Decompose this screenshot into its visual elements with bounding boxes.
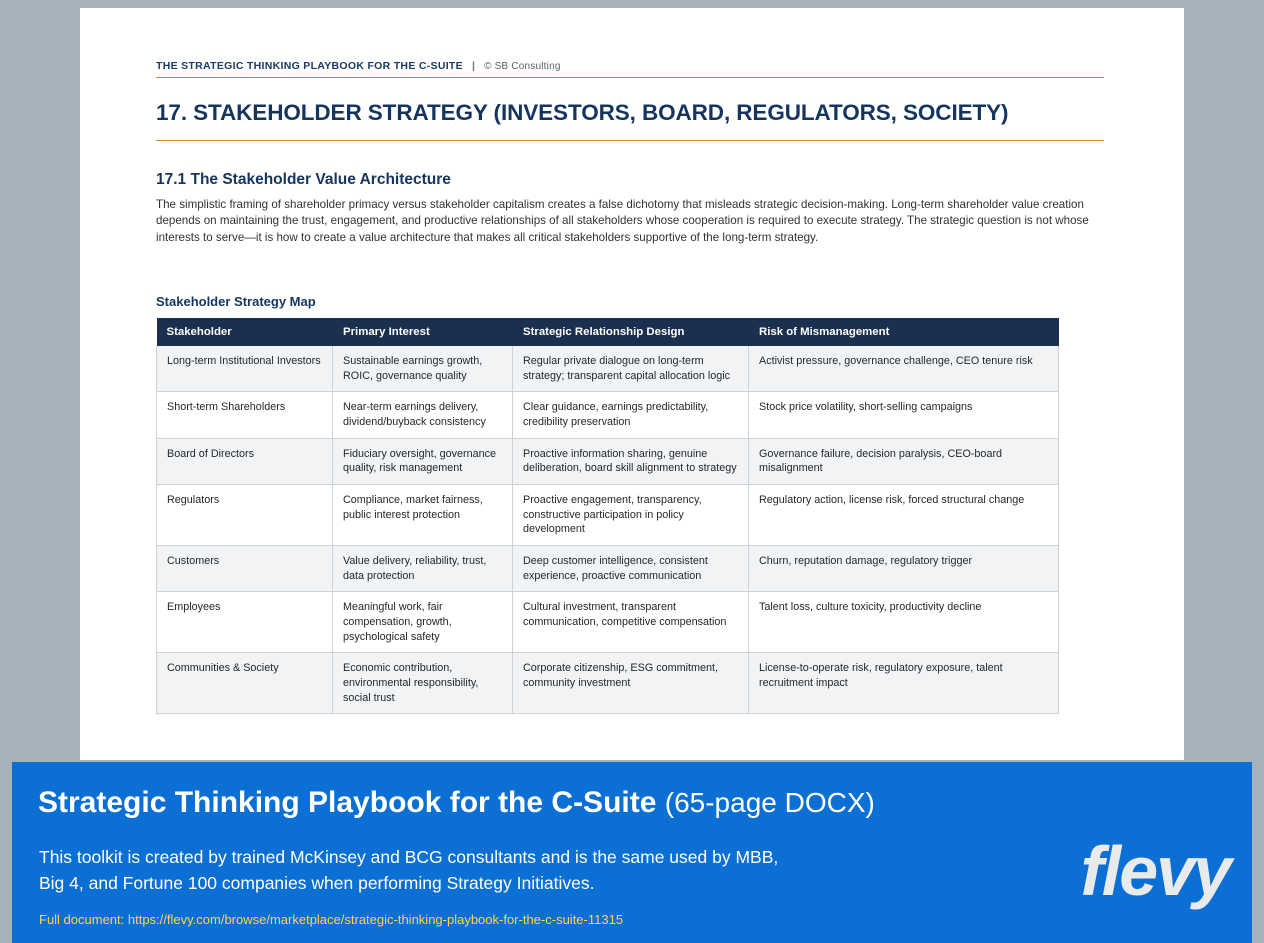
cell-risk: Governance failure, decision paralysis, CEO-board misalignment — [749, 438, 1059, 484]
cell-design: Cultural investment, transparent communication, competitive compensation — [513, 592, 749, 653]
cell-risk: Stock price volatility, short-selling campaigns — [749, 392, 1059, 438]
cell-risk: Activist pressure, governance challenge, CEO tenure risk — [749, 346, 1059, 392]
cell-stakeholder: Long-term Institutional Investors — [157, 346, 333, 392]
column-header-stakeholder: Stakeholder — [157, 318, 333, 346]
table-row — [157, 392, 1059, 438]
table-row — [157, 346, 1059, 392]
table-row — [157, 438, 1059, 484]
cell-stakeholder: Regulators — [157, 485, 333, 546]
cell-interest: Meaningful work, fair compensation, growth, psychological safety — [333, 592, 513, 653]
cell-design: Corporate citizenship, ESG commitment, community investment — [513, 653, 749, 714]
section-title: 17.1 The Stakeholder Value Architecture — [156, 170, 451, 188]
cell-interest: Fiduciary oversight, governance quality, risk management — [333, 438, 513, 484]
document-page — [80, 8, 1184, 760]
banner-title — [38, 786, 875, 820]
cell-interest: Value delivery, reliability, trust, data protection — [333, 546, 513, 592]
header-separator: | — [471, 60, 476, 72]
header-title: THE STRATEGIC THINKING PLAYBOOK FOR THE C-SUITE — [156, 60, 463, 72]
cell-stakeholder: Customers — [157, 546, 333, 592]
flevy-logo: flevy — [1080, 832, 1230, 910]
banner-subtitle-line2: Big 4, and Fortune 100 companies when performing Strategy Initiatives. — [39, 872, 595, 893]
column-header-relationship-design: Strategic Relationship Design — [513, 318, 749, 346]
banner-document-link[interactable]: Full document: https://flevy.com/browse/marketplace/strategic-thinking-playbook-for-the-c-suite-11315 — [39, 912, 624, 927]
table-row — [157, 485, 1059, 546]
cell-design: Deep customer intelligence, consistent experience, proactive communication — [513, 546, 749, 592]
cell-stakeholder: Employees — [157, 592, 333, 653]
cell-design: Proactive engagement, transparency, constructive participation in policy development — [513, 485, 749, 546]
table-caption: Stakeholder Strategy Map — [156, 294, 316, 310]
section-body-text: The simplistic framing of shareholder primacy versus stakeholder capitalism creates a false dichotomy that misleads strategic decision-making. Long-term shareholder value creation depends on maintaining the trust, engagement, and productive relationships of all stakeholders whose cooperation is required to execute strategy. The strategic question is not whose interests to serve—it is how to create a value architecture that makes all critical stakeholders supportive of the long-term strategy. — [156, 197, 1089, 244]
document-header — [156, 60, 1104, 78]
banner-title-pages: (65-page DOCX) — [664, 787, 875, 818]
header-attribution: © SB Consulting — [484, 61, 561, 72]
stakeholder-strategy-map-table — [156, 318, 1059, 714]
cell-stakeholder: Communities & Society — [157, 653, 333, 714]
table-row — [157, 546, 1059, 592]
cell-design: Clear guidance, earnings predictability, credibility preservation — [513, 392, 749, 438]
promo-banner — [12, 762, 1252, 943]
table-row — [157, 653, 1059, 714]
cell-interest: Sustainable earnings growth, ROIC, governance quality — [333, 346, 513, 392]
cell-risk: Talent loss, culture toxicity, productivity decline — [749, 592, 1059, 653]
cell-interest: Near-term earnings delivery, dividend/buyback consistency — [333, 392, 513, 438]
column-header-risk: Risk of Mismanagement — [749, 318, 1059, 346]
cell-risk: License-to-operate risk, regulatory exposure, talent recruitment impact — [749, 653, 1059, 714]
table-header-row — [157, 318, 1059, 346]
cell-design: Proactive information sharing, genuine deliberation, board skill alignment to strategy — [513, 438, 749, 484]
column-header-primary-interest: Primary Interest — [333, 318, 513, 346]
cell-risk: Regulatory action, license risk, forced structural change — [749, 485, 1059, 546]
chapter-title: 17. STAKEHOLDER STRATEGY (INVESTORS, BOARD, REGULATORS, SOCIETY) — [156, 98, 1104, 141]
cell-interest: Economic contribution, environmental responsibility, social trust — [333, 653, 513, 714]
banner-title-main: Strategic Thinking Playbook for the C-Suite — [38, 786, 657, 819]
cell-design: Regular private dialogue on long-term strategy; transparent capital allocation logic — [513, 346, 749, 392]
cell-risk: Churn, reputation damage, regulatory trigger — [749, 546, 1059, 592]
banner-subtitle — [39, 845, 778, 897]
cell-stakeholder: Board of Directors — [157, 438, 333, 484]
cell-stakeholder: Short-term Shareholders — [157, 392, 333, 438]
table-row — [157, 592, 1059, 653]
banner-subtitle-line1: This toolkit is created by trained McKinsey and BCG consultants and is the same used by MBB, — [39, 847, 779, 867]
page-content — [156, 60, 1104, 714]
cell-interest: Compliance, market fairness, public interest protection — [333, 485, 513, 546]
